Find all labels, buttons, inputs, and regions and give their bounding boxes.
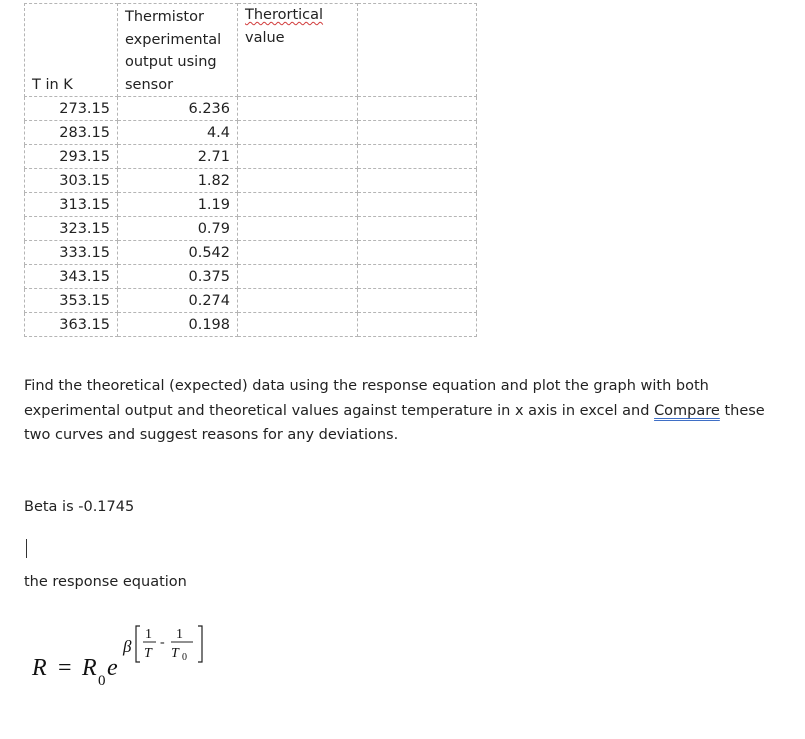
extra-cell[interactable] [358, 169, 477, 193]
header-temperature[interactable]: T in K [25, 4, 118, 97]
theoretical-value-cell[interactable] [238, 97, 358, 121]
formula-r0: R [82, 655, 97, 681]
theoretical-value-cell[interactable] [238, 217, 358, 241]
temperature-cell[interactable]: 343.15 [25, 265, 118, 289]
formula-t: T [144, 646, 152, 661]
temperature-cell[interactable]: 363.15 [25, 313, 118, 337]
header-experimental-output[interactable]: Thermistor experimental output using sensor [118, 4, 238, 97]
temperature-cell[interactable]: 293.15 [25, 145, 118, 169]
experimental-output-cell[interactable]: 0.375 [118, 265, 238, 289]
temperature-cell[interactable]: 273.15 [25, 97, 118, 121]
table-row [25, 121, 477, 145]
formula-r: R [32, 655, 47, 681]
beta-text: Beta is -0.1745 [24, 499, 135, 515]
extra-cell[interactable] [358, 265, 477, 289]
formula-e: e [107, 655, 118, 681]
temperature-cell[interactable]: 333.15 [25, 241, 118, 265]
experimental-output-cell[interactable]: 1.82 [118, 169, 238, 193]
formula-one-b: 1 [176, 627, 183, 642]
header-empty-cell[interactable] [358, 4, 477, 97]
extra-cell[interactable] [358, 121, 477, 145]
response-equation-formula [30, 615, 220, 695]
table-row [25, 289, 477, 313]
extra-cell[interactable] [358, 313, 477, 337]
theoretical-value-cell[interactable] [238, 169, 358, 193]
temperature-cell[interactable]: 283.15 [25, 121, 118, 145]
formula-minus: - [160, 635, 165, 650]
extra-cell[interactable] [358, 145, 477, 169]
formula-equals: = [58, 655, 72, 681]
table-row [25, 193, 477, 217]
table-row [25, 169, 477, 193]
theoretical-value-cell[interactable] [238, 265, 358, 289]
temperature-cell[interactable]: 303.15 [25, 169, 118, 193]
experimental-output-cell[interactable]: 0.79 [118, 217, 238, 241]
experimental-output-cell[interactable]: 0.198 [118, 313, 238, 337]
experimental-output-cell[interactable]: 6.236 [118, 97, 238, 121]
theoretical-value-cell[interactable] [238, 241, 358, 265]
extra-cell[interactable] [358, 217, 477, 241]
experimental-output-cell[interactable]: 4.4 [118, 121, 238, 145]
theoretical-value-cell[interactable] [238, 313, 358, 337]
theoretical-value-cell[interactable] [238, 121, 358, 145]
table-row [25, 313, 477, 337]
table-row [25, 97, 477, 121]
instruction-paragraph: Find the theoretical (expected) data using the response equation and plot the graph with both experimental output and theoretical values against temperature in x axis in excel and Compare these two curves and suggest reasons for any deviations. [24, 378, 765, 444]
experimental-output-cell[interactable]: 0.542 [118, 241, 238, 265]
misspelled-word: Therortical [245, 7, 324, 23]
formula-t0-subscript: 0 [182, 652, 187, 663]
temperature-cell[interactable]: 313.15 [25, 193, 118, 217]
extra-cell[interactable] [358, 193, 477, 217]
formula-one-a: 1 [145, 627, 152, 642]
formula-t0: T [171, 646, 179, 661]
theoretical-value-cell[interactable] [238, 289, 358, 313]
formula-beta: β [123, 637, 132, 656]
temperature-cell[interactable]: 323.15 [25, 217, 118, 241]
response-equation-label: the response equation [24, 574, 187, 590]
experimental-output-cell[interactable]: 1.19 [118, 193, 238, 217]
experimental-output-cell[interactable]: 2.71 [118, 145, 238, 169]
table-header-row [25, 4, 477, 97]
header-theoretical-value[interactable]: Therortical value [238, 4, 358, 97]
theoretical-value-cell[interactable] [238, 193, 358, 217]
table-row [25, 145, 477, 169]
table-row [25, 241, 477, 265]
formula-r0-subscript: 0 [98, 673, 106, 689]
table-row [25, 265, 477, 289]
table-row [25, 217, 477, 241]
temperature-cell[interactable]: 353.15 [25, 289, 118, 313]
theoretical-value-cell[interactable] [238, 145, 358, 169]
formula-left-bracket [136, 626, 140, 662]
formula-right-bracket [198, 626, 202, 662]
extra-cell[interactable] [358, 241, 477, 265]
extra-cell[interactable] [358, 289, 477, 313]
thermistor-table [24, 3, 477, 337]
experimental-output-cell[interactable]: 0.274 [118, 289, 238, 313]
text-cursor [26, 539, 27, 558]
extra-cell[interactable] [358, 97, 477, 121]
compare-word: Compare [654, 402, 720, 419]
